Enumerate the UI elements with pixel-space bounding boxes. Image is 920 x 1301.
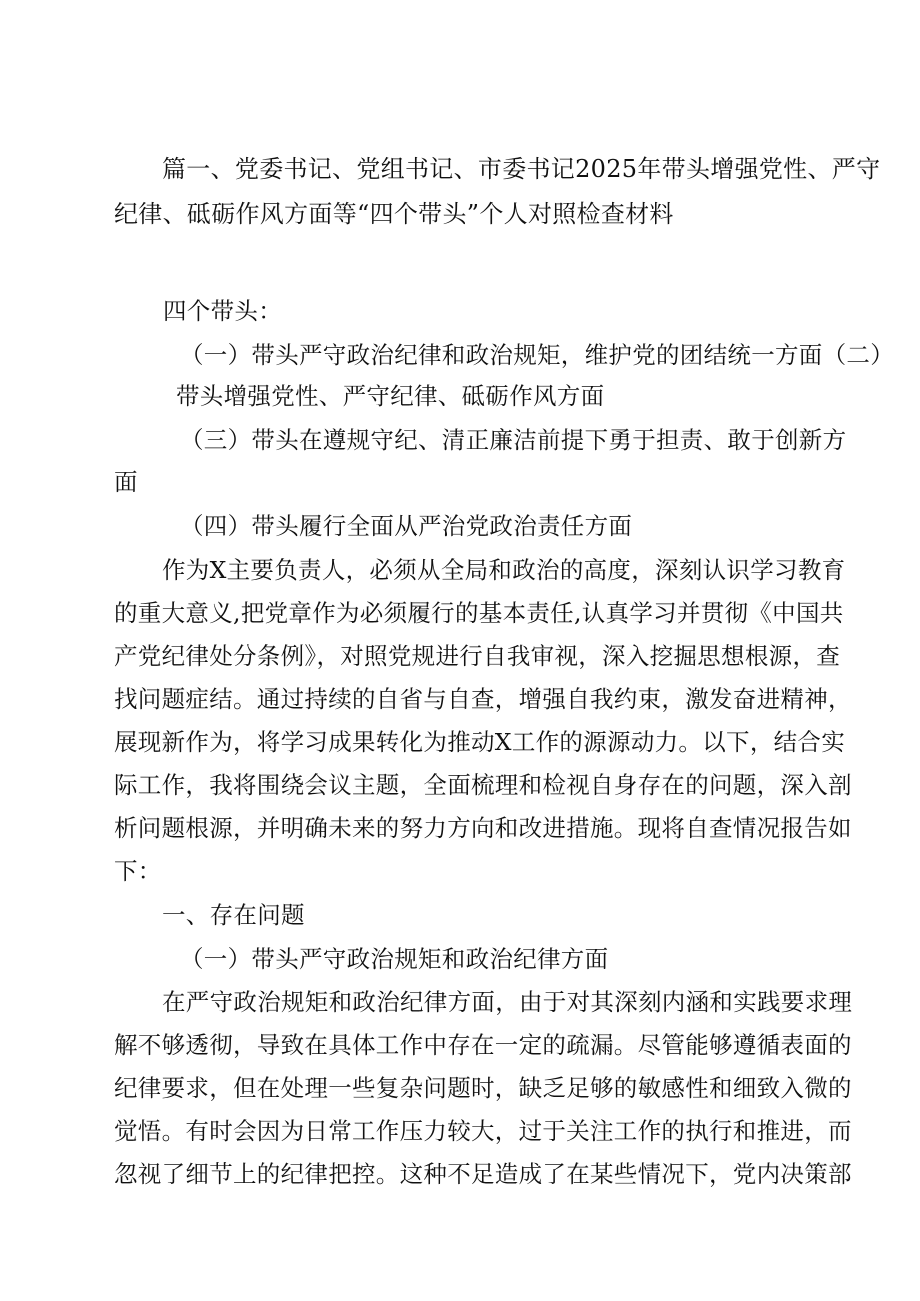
title-line-2: 纪律、砥砺作风方面等“四个带头”个人对照检查材料 <box>114 200 674 228</box>
body-line: 纪律要求，但在处理一些复杂问题时，缺乏足够的敏感性和细致入微的 <box>114 1074 852 1102</box>
intro-line: 际工作，我将围绕会议主题，全面梳理和检视自身存在的问题，深入剖 <box>114 771 852 799</box>
four-leads-heading: 四个带头： <box>163 297 282 325</box>
intro-line: 的重大意义,把党章作为必须履行的基本责任,认真学习并贯彻《中国共 <box>114 599 844 627</box>
body-line: 觉悟。有时会因为日常工作压力较大，过于关注工作的执行和推进，而 <box>114 1117 852 1145</box>
intro-line: 展现新作为，将学习成果转化为推动X工作的源源动力。以下，结合实 <box>114 728 846 756</box>
section-heading: 一、存在问题 <box>162 901 305 929</box>
body-line: 忽视了细节上的纪律把控。这种不足造成了在某些情况下，党内决策部 <box>114 1160 852 1188</box>
title-line-1: 篇一、党委书记、党组书记、市委书记2025年带头增强党性、严守 <box>162 155 881 183</box>
intro-line: 找问题症结。通过持续的自省与自查，增强自我约束，激发奋进精神， <box>114 685 852 713</box>
body-line: 解不够透彻，导致在具体工作中存在一定的疏漏。尽管能够遵循表面的 <box>114 1031 852 1059</box>
lead-item-3-line-2: 面 <box>114 468 138 496</box>
lead-item-2: 带头增强党性、严守纪律、砥砺作风方面 <box>176 382 605 410</box>
lead-item-3-line-1: （三）带头在遵规守纪、清正廉洁前提下勇于担责、敢于创新方 <box>180 426 847 454</box>
lead-item-4: （四）带头履行全面从严治党政治责任方面 <box>180 512 633 540</box>
body-line: 在严守政治规矩和政治纪律方面，由于对其深刻内涵和实践要求理 <box>162 988 853 1016</box>
intro-line: 析问题根源，并明确未来的努力方向和改进措施。现将自查情况报告如 <box>114 814 852 842</box>
intro-line: 作为X主要负责人，必须从全局和政治的高度，深刻认识学习教育 <box>162 556 846 584</box>
subsection-heading: （一）带头严守政治规矩和政治纪律方面 <box>180 945 609 973</box>
intro-line: 产党纪律处分条例》，对照党规进行自我审视，深入挖掘思想根源，查 <box>114 642 841 670</box>
intro-line: 下： <box>114 857 162 885</box>
lead-item-1: （一）带头严守政治纪律和政治规矩，维护党的团结统一方面（二） <box>180 341 894 369</box>
